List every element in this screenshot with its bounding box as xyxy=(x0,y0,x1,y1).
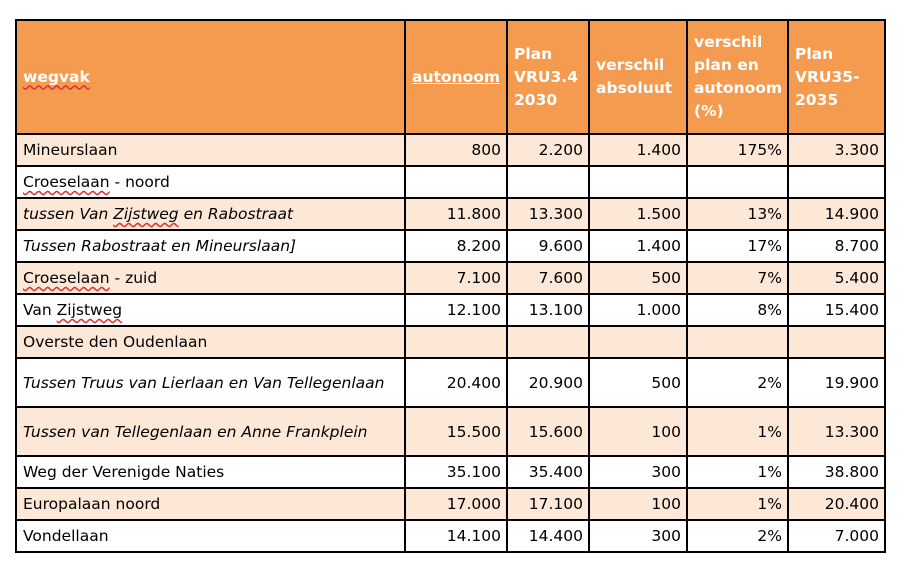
row-cell: 12.100 xyxy=(405,294,507,326)
row-cell: 300 xyxy=(589,456,687,488)
header-autonoom: autonoom xyxy=(405,20,507,134)
table-row xyxy=(16,294,885,326)
row-label: tussen Van Zijstweg en Rabostraat xyxy=(16,198,405,230)
row-label: Mineurslaan xyxy=(16,134,405,166)
row-cell: 175% xyxy=(687,134,788,166)
row-cell: 20.900 xyxy=(507,358,589,407)
row-cell: 15.600 xyxy=(507,407,589,456)
row-cell xyxy=(687,166,788,198)
row-cell: 7.600 xyxy=(507,262,589,294)
row-cell: 17.000 xyxy=(405,488,507,520)
row-cell: 20.400 xyxy=(788,488,885,520)
table-row xyxy=(16,488,885,520)
row-cell: 17% xyxy=(687,230,788,262)
row-cell: 100 xyxy=(589,407,687,456)
row-cell: 17.100 xyxy=(507,488,589,520)
row-cell: 35.100 xyxy=(405,456,507,488)
row-cell: 15.500 xyxy=(405,407,507,456)
row-cell xyxy=(589,166,687,198)
document-table-wrapper xyxy=(15,19,886,553)
row-cell xyxy=(788,326,885,358)
row-cell: 3.300 xyxy=(788,134,885,166)
table-row xyxy=(16,358,885,407)
table-row xyxy=(16,134,885,166)
row-cell: 19.900 xyxy=(788,358,885,407)
row-cell: 7.100 xyxy=(405,262,507,294)
row-cell: 9.600 xyxy=(507,230,589,262)
row-cell: 1.400 xyxy=(589,230,687,262)
row-cell xyxy=(507,326,589,358)
table-row xyxy=(16,326,885,358)
row-cell: 8% xyxy=(687,294,788,326)
row-cell: 1% xyxy=(687,407,788,456)
table-body xyxy=(16,134,885,552)
row-label: Tussen Rabostraat en Mineurslaan] xyxy=(16,230,405,262)
row-cell xyxy=(788,166,885,198)
row-cell xyxy=(405,166,507,198)
row-label: Tussen Truus van Lierlaan en Van Tellegenlaan xyxy=(16,358,405,407)
traffic-table xyxy=(15,19,886,553)
row-cell: 1% xyxy=(687,488,788,520)
row-cell: 1% xyxy=(687,456,788,488)
row-label: Overste den Oudenlaan xyxy=(16,326,405,358)
row-cell: 13.300 xyxy=(507,198,589,230)
row-cell xyxy=(589,326,687,358)
row-cell: 35.400 xyxy=(507,456,589,488)
row-label: Van Zijstweg xyxy=(16,294,405,326)
row-cell: 8.200 xyxy=(405,230,507,262)
row-cell: 300 xyxy=(589,520,687,552)
table-row xyxy=(16,198,885,230)
row-label: Tussen van Tellegenlaan en Anne Frankplein xyxy=(16,407,405,456)
row-cell: 800 xyxy=(405,134,507,166)
row-cell: 13% xyxy=(687,198,788,230)
row-cell xyxy=(687,326,788,358)
row-cell: 500 xyxy=(589,262,687,294)
row-cell: 38.800 xyxy=(788,456,885,488)
table-row xyxy=(16,166,885,198)
header-plan-2035: Plan VRU35-2035 xyxy=(788,20,885,134)
row-cell: 100 xyxy=(589,488,687,520)
table-row xyxy=(16,456,885,488)
row-label: Croeselaan - noord xyxy=(16,166,405,198)
table-row xyxy=(16,407,885,456)
header-wegvak: wegvak xyxy=(16,20,405,134)
row-cell: 14.400 xyxy=(507,520,589,552)
row-cell: 11.800 xyxy=(405,198,507,230)
row-label: Croeselaan - zuid xyxy=(16,262,405,294)
row-cell: 2% xyxy=(687,358,788,407)
header-plan-2030: Plan VRU3.4 2030 xyxy=(507,20,589,134)
row-label: Weg der Verenigde Naties xyxy=(16,456,405,488)
table-row xyxy=(16,230,885,262)
row-cell xyxy=(507,166,589,198)
row-cell: 5.400 xyxy=(788,262,885,294)
header-row xyxy=(16,20,885,134)
row-cell: 500 xyxy=(589,358,687,407)
header-verschil-percent: verschil plan en autonoom (%) xyxy=(687,20,788,134)
row-cell: 13.100 xyxy=(507,294,589,326)
table-row xyxy=(16,520,885,552)
row-cell: 13.300 xyxy=(788,407,885,456)
row-cell: 14.900 xyxy=(788,198,885,230)
row-cell: 1.400 xyxy=(589,134,687,166)
row-cell: 14.100 xyxy=(405,520,507,552)
row-cell: 20.400 xyxy=(405,358,507,407)
row-cell: 1.500 xyxy=(589,198,687,230)
row-cell: 15.400 xyxy=(788,294,885,326)
row-cell: 7% xyxy=(687,262,788,294)
row-cell: 8.700 xyxy=(788,230,885,262)
table-row xyxy=(16,262,885,294)
row-label: Europalaan noord xyxy=(16,488,405,520)
row-label: Vondellaan xyxy=(16,520,405,552)
row-cell: 2.200 xyxy=(507,134,589,166)
row-cell xyxy=(405,326,507,358)
row-cell: 1.000 xyxy=(589,294,687,326)
row-cell: 2% xyxy=(687,520,788,552)
header-verschil-absoluut: verschil absoluut xyxy=(589,20,687,134)
row-cell: 7.000 xyxy=(788,520,885,552)
